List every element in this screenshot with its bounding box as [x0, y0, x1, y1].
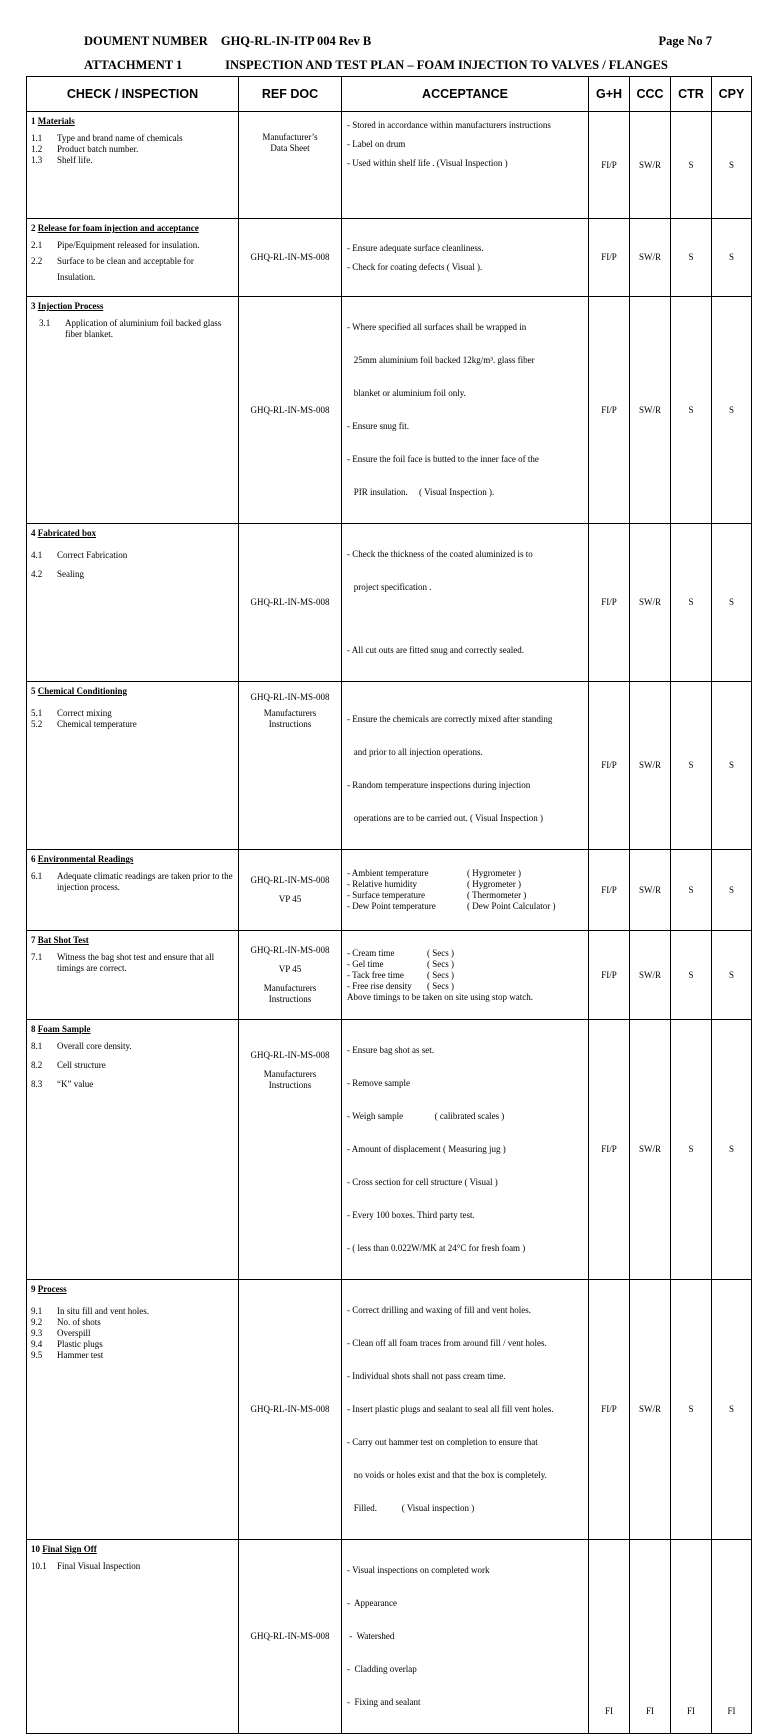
acceptance-line: - Ensure adequate surface cleanliness.: [347, 242, 484, 253]
acceptance-line: - Amount of displacement ( Measuring jug ): [347, 1144, 506, 1154]
item-text: Insulation.: [57, 272, 96, 282]
ctr-cell: S: [671, 112, 712, 219]
check-item: [31, 1079, 235, 1090]
ref-doc-line: Manufacturers: [263, 708, 317, 718]
item-number: 5.1: [31, 708, 43, 718]
section-number: 6: [31, 854, 36, 864]
acceptance-line: - Where specified all surfaces shall be wrapped in: [347, 322, 527, 332]
acceptance-line: - Every 100 boxes. Third party test.: [347, 1210, 475, 1220]
item-text: Overspill: [57, 1328, 91, 1338]
acceptance-line: - Cross section for cell structure ( Visual ): [347, 1177, 498, 1187]
acceptance-line: - Watershed: [347, 1631, 395, 1641]
check-cell: [27, 682, 239, 850]
acceptance-line: [347, 901, 585, 912]
acceptance-line: [347, 981, 585, 992]
table-row: [27, 850, 752, 931]
attachment-header: [84, 58, 724, 73]
acceptance-line: [347, 890, 585, 901]
acceptance-line: - Clean off all foam traces from around fill / vent holes.: [347, 1338, 547, 1348]
check-cell: [27, 219, 239, 297]
item-number: 1.2: [31, 144, 43, 154]
item-number: 3.1: [39, 318, 51, 328]
acceptance-cell: [342, 931, 589, 1020]
acceptance-item: - Relative humidity: [347, 879, 417, 889]
item-text: Correct mixing: [57, 708, 112, 718]
gh-cell: FI/P: [589, 931, 630, 1020]
ref-doc-line: Manufacturers: [263, 983, 317, 993]
section-number: 8: [31, 1024, 36, 1034]
ref-doc-line: GHQ-RL-IN-MS-008: [250, 875, 330, 885]
col-header-cpy: CPY: [712, 77, 752, 112]
item-text: Final Visual Inspection: [57, 1561, 141, 1571]
ref-doc-line: Data Sheet: [270, 143, 310, 153]
acceptance-cell: [342, 1020, 589, 1280]
item-number: 4.2: [31, 569, 43, 579]
acceptance-line: - All cut outs are fitted snug and correctly sealed.: [347, 645, 524, 655]
acceptance-item: - Cream time: [347, 947, 395, 958]
item-text: Hammer test: [57, 1350, 104, 1360]
ctr-cell: S: [671, 931, 712, 1020]
item-number: 9.5: [31, 1350, 43, 1360]
acceptance-note: Above timings to be taken on site using stop watch.: [347, 991, 533, 1002]
col-header-ref-doc: REF DOC: [239, 77, 342, 112]
ctr-cell: S: [671, 1020, 712, 1280]
item-number: 7.1: [31, 952, 43, 962]
section-number: 4: [31, 528, 36, 538]
cpy-cell: S: [712, 931, 752, 1020]
ref-doc-line: GHQ-RL-IN-MS-008: [250, 1404, 330, 1414]
table-row: [27, 1540, 752, 1734]
check-item: [31, 272, 235, 283]
item-text: Type and brand name of chemicals: [57, 133, 183, 143]
check-item: [31, 1041, 235, 1052]
col-header-acceptance: ACCEPTANCE: [342, 77, 589, 112]
check-item: [31, 1060, 235, 1071]
acceptance-line: no voids or holes exist and that the box is completely.: [347, 1470, 547, 1480]
section-title: Foam Sample: [37, 1024, 91, 1034]
acceptance-line: - Cladding overlap: [347, 1664, 417, 1674]
check-item: [31, 1306, 235, 1317]
check-item: [31, 256, 235, 267]
cpy-cell: S: [712, 682, 752, 850]
check-item: [31, 719, 235, 730]
acceptance-line: - Appearance: [347, 1598, 397, 1608]
cpy-cell: FI: [712, 1540, 752, 1734]
ref-doc-line: GHQ-RL-IN-MS-008: [250, 252, 330, 262]
gh-cell: FI/P: [589, 112, 630, 219]
acceptance-cell: [342, 682, 589, 850]
acceptance-cell: [342, 1540, 589, 1734]
ref-doc-cell: [239, 1280, 342, 1540]
table-row: [27, 112, 752, 219]
col-header-ctr: CTR: [671, 77, 712, 112]
check-item: [31, 144, 235, 155]
check-item: [31, 1561, 235, 1572]
acceptance-cell: [342, 1280, 589, 1540]
item-text: Chemical temperature: [57, 719, 137, 729]
acceptance-line: [347, 948, 585, 959]
ref-doc-line: GHQ-RL-IN-MS-008: [250, 692, 330, 702]
acceptance-line: - Check the thickness of the coated aluminized is to: [347, 549, 533, 559]
ref-doc-line: VP 45: [278, 964, 302, 974]
ref-doc-line: Instructions: [268, 719, 312, 729]
item-number: 8.1: [31, 1041, 43, 1051]
cpy-cell: S: [712, 524, 752, 682]
acceptance-line: blanket or aluminium foil only.: [347, 388, 466, 398]
check-item: [31, 133, 235, 144]
check-item: [31, 1350, 235, 1361]
item-text: Correct Fabrication: [57, 550, 128, 560]
ctr-cell: S: [671, 682, 712, 850]
acceptance-line: [347, 868, 585, 879]
ref-doc-line: GHQ-RL-IN-MS-008: [250, 597, 330, 607]
acceptance-line: - Visual inspections on completed work: [347, 1565, 490, 1575]
acceptance-line: - ( less than 0.022W/MK at 24°C for fresh foam ): [347, 1243, 526, 1253]
ref-doc-cell: [239, 931, 342, 1020]
cpy-cell: S: [712, 850, 752, 931]
item-text: Product batch number.: [57, 144, 139, 154]
acceptance-line: - Individual shots shall not pass cream time.: [347, 1371, 506, 1381]
table-row: [27, 1280, 752, 1540]
check-cell: [27, 931, 239, 1020]
section-number: 3: [31, 301, 36, 311]
section-title: Final Sign Off: [42, 1544, 97, 1554]
section-number: 9: [31, 1284, 36, 1294]
acceptance-cell: [342, 297, 589, 524]
check-item: [31, 550, 235, 561]
item-text: Witness the bag shot test and ensure that all timings are correct.: [57, 952, 215, 973]
ref-doc-line: Manufacturers: [263, 1069, 317, 1079]
ref-doc-cell: [239, 1540, 342, 1734]
check-item: [31, 952, 235, 974]
section-number: 2: [31, 223, 36, 233]
item-number: 5.2: [31, 719, 43, 729]
section-number: 5: [31, 686, 36, 696]
document-number: GHQ-RL-IN-ITP 004 Rev B: [220, 34, 372, 48]
acceptance-line: and prior to all injection operations.: [347, 747, 483, 757]
ctr-cell: FI: [671, 1540, 712, 1734]
acceptance-unit: ( Secs ): [427, 980, 454, 991]
acceptance-line: - Check for coating defects ( Visual ).: [347, 261, 483, 272]
gh-cell: FI/P: [589, 219, 630, 297]
ref-doc-cell: [239, 1020, 342, 1280]
check-cell: [27, 524, 239, 682]
acceptance-unit: ( Secs ): [427, 969, 454, 980]
section-title: Process: [37, 1284, 67, 1294]
section-title: Injection Process: [37, 301, 104, 311]
acceptance-line: operations are to be carried out. ( Visual Inspection ): [347, 813, 543, 823]
ref-doc-line: GHQ-RL-IN-MS-008: [250, 945, 330, 955]
gh-cell: FI/P: [589, 1020, 630, 1280]
acceptance-instrument: ( Hygrometer ): [467, 868, 521, 878]
acceptance-line: [347, 970, 585, 981]
table-row: [27, 682, 752, 850]
ccc-cell: SW/R: [630, 524, 671, 682]
inspection-table: [26, 76, 752, 1734]
section-number: 7: [31, 935, 36, 945]
acceptance-item: - Dew Point temperature: [347, 901, 436, 911]
gh-cell: FI: [589, 1540, 630, 1734]
acceptance-item: - Gel time: [347, 958, 384, 969]
acceptance-cell: [342, 219, 589, 297]
item-text: No. of shots: [57, 1317, 101, 1327]
check-item: [31, 1339, 235, 1350]
ref-doc-cell: [239, 850, 342, 931]
item-text: Pipe/Equipment released for insulation.: [57, 240, 200, 250]
ref-doc-line: GHQ-RL-IN-MS-008: [250, 404, 330, 415]
acceptance-line: PIR insulation. ( Visual Inspection ).: [347, 487, 495, 497]
check-cell: [27, 1540, 239, 1734]
ref-doc-line: VP 45: [278, 894, 302, 904]
check-cell: [27, 112, 239, 219]
table-row: [27, 931, 752, 1020]
table-row: [27, 297, 752, 524]
acceptance-line: - Used within shelf life . (Visual Inspection ): [347, 158, 508, 168]
acceptance-line: - Weigh sample ( calibrated scales ): [347, 1111, 505, 1121]
ccc-cell: SW/R: [630, 297, 671, 524]
item-number: 2.1: [31, 240, 43, 250]
ref-doc-cell: [239, 219, 342, 297]
ref-doc-line: Instructions: [268, 994, 312, 1004]
ctr-cell: S: [671, 850, 712, 931]
acceptance-line: - Label on drum: [347, 139, 406, 149]
acceptance-cell: [342, 850, 589, 931]
check-item: [31, 240, 235, 251]
check-cell: [27, 1280, 239, 1540]
gh-cell: FI/P: [589, 297, 630, 524]
gh-cell: FI/P: [589, 850, 630, 931]
cpy-cell: S: [712, 297, 752, 524]
acceptance-item: - Surface temperature: [347, 890, 425, 900]
item-number: [31, 272, 57, 283]
item-number: 6.1: [31, 871, 43, 881]
acceptance-line: - Ensure snug fit.: [347, 421, 409, 431]
item-text: Plastic plugs: [57, 1339, 103, 1349]
item-text: Overall core density.: [57, 1041, 132, 1051]
ctr-cell: S: [671, 1280, 712, 1540]
acceptance-item: - Free rise density: [347, 980, 412, 991]
acceptance-line: - Stored in accordance within manufacturers instructions: [347, 120, 551, 130]
ctr-cell: S: [671, 219, 712, 297]
col-header-ccc: CCC: [630, 77, 671, 112]
acceptance-line: - Ensure bag shot as set.: [347, 1045, 434, 1055]
item-number: 2.2: [31, 256, 43, 266]
section-number: 10: [31, 1544, 40, 1554]
gh-cell: FI/P: [589, 1280, 630, 1540]
ref-doc-cell: [239, 682, 342, 850]
acceptance-line: - Fixing and sealant: [347, 1697, 421, 1707]
ref-doc-line: GHQ-RL-IN-MS-008: [250, 1050, 330, 1060]
item-text: Cell structure: [57, 1060, 106, 1070]
acceptance-line: - Insert plastic plugs and sealant to seal all fill vent holes.: [347, 1404, 554, 1414]
ref-doc-line: Instructions: [268, 1080, 312, 1090]
acceptance-unit: ( Secs ): [427, 947, 454, 958]
acceptance-item: - Ambient temperature: [347, 868, 429, 878]
item-number: 8.3: [31, 1079, 43, 1089]
section-number: 1: [31, 116, 36, 126]
acceptance-line: - Carry out hammer test on completion to ensure that: [347, 1437, 538, 1447]
item-text: Application of aluminium foil backed glass fiber blanket.: [65, 318, 222, 339]
acceptance-instrument: ( Thermometer ): [467, 890, 527, 900]
acceptance-line: [347, 959, 585, 970]
cpy-cell: S: [712, 219, 752, 297]
acceptance-line: [347, 879, 585, 890]
section-title: Chemical Conditioning: [37, 686, 128, 696]
item-text: Adequate climatic readings are taken prior to the injection process.: [57, 871, 233, 892]
item-number: 4.1: [31, 550, 43, 560]
acceptance-instrument: ( Dew Point Calculator ): [467, 901, 556, 911]
item-text: Shelf life.: [57, 155, 93, 165]
item-text: “K” value: [57, 1079, 94, 1089]
check-item: [31, 1328, 235, 1339]
table-row: [27, 219, 752, 297]
document-header: [84, 34, 724, 49]
ref-doc-cell: [239, 297, 342, 524]
acceptance-cell: [342, 524, 589, 682]
check-cell: [27, 850, 239, 931]
check-item: [31, 1317, 235, 1328]
document-title: INSPECTION AND TEST PLAN – FOAM INJECTION TO VALVES / FLANGES: [225, 58, 668, 72]
item-text: In situ fill and vent holes.: [57, 1306, 149, 1316]
section-title: Fabricated box: [37, 528, 96, 538]
item-text: Surface to be clean and acceptable for: [57, 256, 194, 266]
acceptance-unit: ( Secs ): [427, 958, 454, 969]
ccc-cell: SW/R: [630, 112, 671, 219]
acceptance-instrument: ( Hygrometer ): [467, 879, 521, 889]
gh-cell: FI/P: [589, 682, 630, 850]
check-cell: [27, 297, 239, 524]
section-title: Bat Shot Test: [37, 935, 89, 945]
ref-doc-line: GHQ-RL-IN-MS-008: [250, 1631, 330, 1641]
acceptance-item: - Tack free time: [347, 969, 404, 980]
check-item: [31, 708, 235, 719]
acceptance-line: - Correct drilling and waxing of fill and vent holes.: [347, 1305, 531, 1315]
cpy-cell: S: [712, 1020, 752, 1280]
ref-doc-cell: [239, 112, 342, 219]
check-item: [31, 871, 235, 893]
acceptance-line: - Random temperature inspections during injection: [347, 780, 531, 790]
item-number: 9.1: [31, 1306, 43, 1316]
gh-cell: FI/P: [589, 524, 630, 682]
col-header-check: CHECK / INSPECTION: [27, 77, 239, 112]
check-item: [31, 569, 235, 580]
acceptance-line: project specification .: [347, 582, 432, 592]
section-title: Environmental Readings: [37, 854, 134, 864]
ccc-cell: SW/R: [630, 219, 671, 297]
section-title: Release for foam injection and acceptance: [37, 223, 199, 233]
check-cell: [27, 1020, 239, 1280]
ccc-cell: SW/R: [630, 1280, 671, 1540]
check-item: [31, 155, 235, 166]
acceptance-line: - Ensure the foil face is butted to the inner face of the: [347, 454, 539, 464]
ccc-cell: FI: [630, 1540, 671, 1734]
ccc-cell: SW/R: [630, 682, 671, 850]
acceptance-line: - Remove sample: [347, 1078, 410, 1088]
section-title: Materials: [37, 116, 75, 126]
acceptance-line: - Ensure the chemicals are correctly mixed after standing: [347, 714, 553, 724]
item-number: 9.4: [31, 1339, 43, 1349]
item-number: 9.3: [31, 1328, 43, 1338]
item-number: 1.3: [31, 155, 43, 165]
item-number: 10.1: [31, 1561, 47, 1571]
ref-doc-cell: [239, 524, 342, 682]
attachment-label: ATTACHMENT 1: [84, 58, 183, 72]
table-row: [27, 524, 752, 682]
cpy-cell: S: [712, 1280, 752, 1540]
item-number: 8.2: [31, 1060, 43, 1070]
table-row: [27, 1020, 752, 1280]
ccc-cell: SW/R: [630, 931, 671, 1020]
table-header-row: [27, 77, 752, 112]
page-number: Page No 7: [658, 34, 712, 48]
ref-doc-line: Manufacturer’s: [262, 132, 318, 142]
ctr-cell: S: [671, 524, 712, 682]
acceptance-line: Filled. ( Visual inspection ): [347, 1503, 475, 1513]
ccc-cell: SW/R: [630, 1020, 671, 1280]
cpy-cell: S: [712, 112, 752, 219]
check-item: [31, 318, 235, 340]
item-number: 1.1: [31, 133, 43, 143]
item-text: Sealing: [57, 569, 84, 579]
document-number-label: DOUMENT NUMBER: [84, 34, 208, 48]
item-number: 9.2: [31, 1317, 43, 1327]
ctr-cell: S: [671, 297, 712, 524]
acceptance-cell: [342, 112, 589, 219]
ccc-cell: SW/R: [630, 850, 671, 931]
col-header-gh: G+H: [589, 77, 630, 112]
acceptance-line: 25mm aluminium foil backed 12kg/m³. glass fiber: [347, 355, 535, 365]
